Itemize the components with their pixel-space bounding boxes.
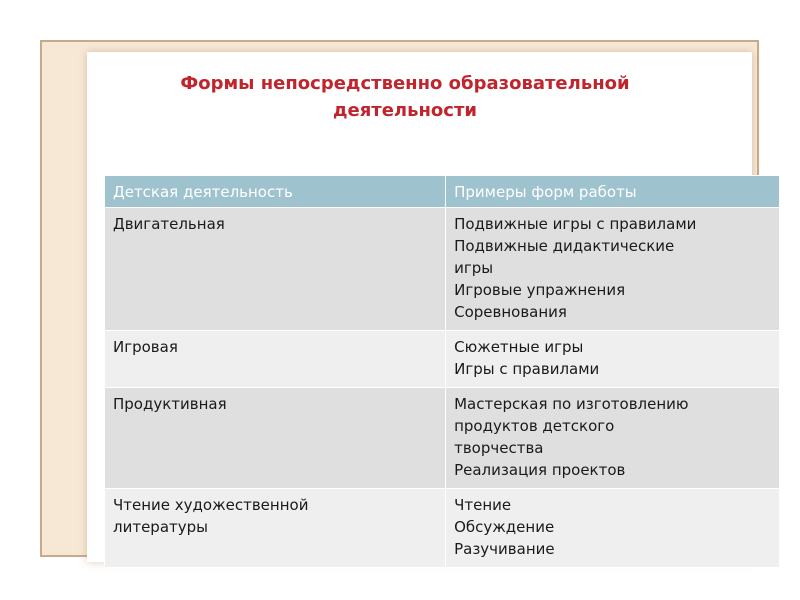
activity-cell	[105, 331, 446, 388]
example-line: Чтение	[454, 496, 512, 514]
example-line: продуктов детского	[454, 417, 615, 435]
activity-cell	[105, 489, 446, 568]
activity-text: Игровая	[113, 338, 178, 356]
example-line: Мастерская по изготовлению	[454, 395, 689, 413]
examples-cell	[446, 208, 780, 331]
examples-cell	[446, 489, 780, 568]
table-row	[105, 208, 780, 331]
examples-cell	[446, 331, 780, 388]
example-line: Подвижные игры с правилами	[454, 215, 697, 233]
example-line: Игры с правилами	[454, 360, 600, 378]
example-line: игры	[454, 259, 494, 277]
activity-text: Двигательная	[113, 215, 225, 233]
header-examples: Примеры форм работы	[446, 176, 780, 208]
example-line: Реализация проектов	[454, 461, 626, 479]
example-line: Подвижные дидактические	[454, 237, 675, 255]
slide-title-line-1: Формы непосредственно образовательной	[180, 73, 630, 94]
example-line: Соревнования	[454, 303, 567, 321]
slide-title-line-2: деятельности	[332, 100, 478, 121]
table-header-row	[105, 176, 780, 208]
activity-text: Чтение художественной	[113, 496, 309, 514]
example-line: Разучивание	[454, 540, 555, 558]
header-activity: Детская деятельность	[105, 176, 446, 208]
table-row	[105, 331, 780, 388]
activities-table	[104, 175, 780, 568]
examples-cell	[446, 388, 780, 489]
slide-title	[120, 70, 690, 124]
activity-cell	[105, 208, 446, 331]
activity-cell	[105, 388, 446, 489]
example-line: Игровые упражнения	[454, 281, 626, 299]
example-line: творчества	[454, 439, 544, 457]
activity-text: литературы	[113, 518, 208, 536]
table-row	[105, 388, 780, 489]
example-line: Обсуждение	[454, 518, 555, 536]
example-line: Сюжетные игры	[454, 338, 584, 356]
table-row	[105, 489, 780, 568]
activity-text: Продуктивная	[113, 395, 227, 413]
